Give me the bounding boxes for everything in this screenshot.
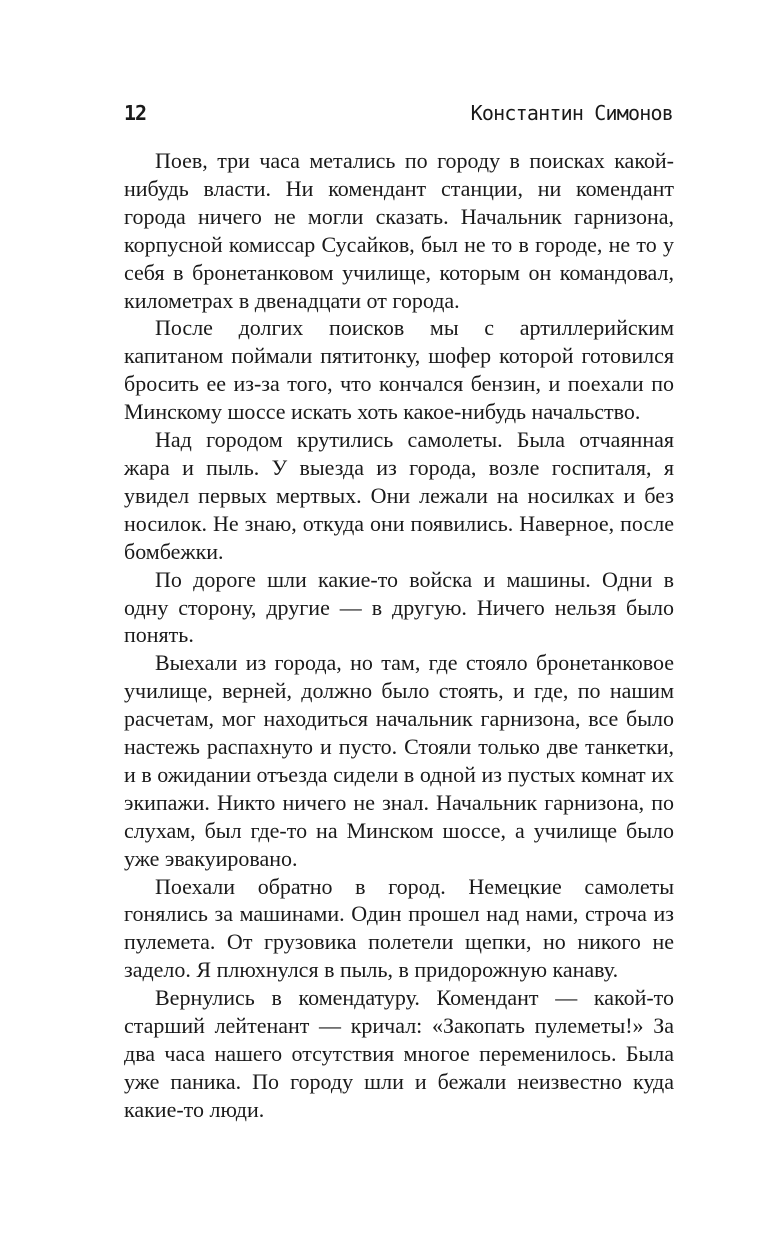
paragraph: Поехали обратно в город. Немецкие самолеты гонялись за машинами. Один прошел над нами, строча из пулемета. От грузовика полетели щепки, но никого не задело. Я плюхнулся в пыль, в придорожную канаву. — [124, 873, 674, 983]
paragraph: Поев, три часа метались по городу в поисках какой-нибудь власти. Ни комендант станции, ни комендант города ничего не могли сказать. Начальник гарнизона, корпусной комиссар Сусайков, был не то в городе, не то у себя в бронетанковом училище, которым он командовал, километрах в двенадцати от города. — [124, 148, 674, 313]
paragraph: Выехали из города, но там, где стояло бронетанковое училище, верней, должно было стоять, и где, по нашим расчетам, мог находиться начальник гарнизона, все было настежь распахнуто и пусто. Стояли только две танкетки, и в ожидании отъезда сидели в одной из пустых комнат их экипажи. Никто ничего не знал. Начальник гарнизона, по слухам, был где-то на Минском шоссе, а училище было уже эвакуировано. — [124, 650, 674, 871]
page-number: 12 — [124, 101, 147, 125]
running-head-author: Константин Симонов — [470, 101, 673, 125]
paragraph: Над городом крутились самолеты. Была отчаянная жара и пыль. У выезда из города, возле госпиталя, я увидел первых мертвых. Они лежали на носилках и без носилок. Не знаю, откуда они появились. Наверное, после бомбежки. — [124, 427, 674, 564]
body-text — [124, 147, 674, 1124]
paragraph: После долгих поисков мы с артиллерийским капитаном поймали пятитонку, шофер которой готовился бросить ее из-за того, что кончался бензин, и поехали по Минскому шоссе искать хоть какое-нибудь начальство. — [124, 315, 674, 425]
paragraph: Вернулись в комендатуру. Комендант — какой-то старший лейтенант — кричал: «Закопать пулеметы!» За два часа нашего отсутствия многое переменилось. Была уже паника. По городу шли и бежали неизвестно куда какие-то люди. — [124, 985, 674, 1122]
paragraph: По дороге шли какие-то войска и машины. Одни в одну сторону, другие — в другую. Ничего нельзя было понять. — [124, 566, 674, 648]
